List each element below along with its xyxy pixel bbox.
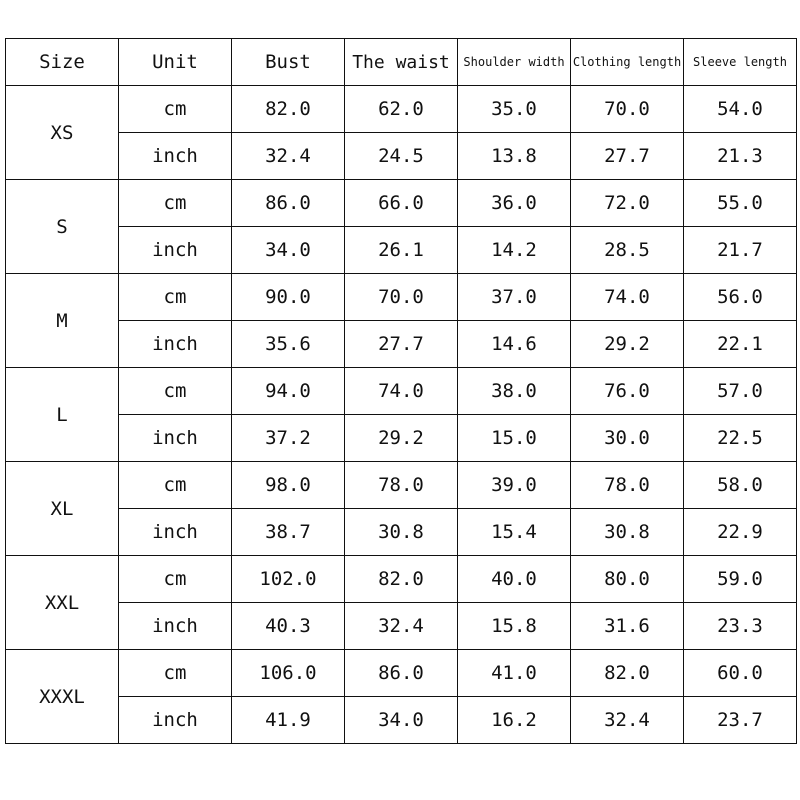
measurement-cell: 32.4 xyxy=(571,697,684,744)
table-row xyxy=(6,509,797,556)
unit-cell: cm xyxy=(119,86,232,133)
measurement-cell: 70.0 xyxy=(571,86,684,133)
measurement-cell: 62.0 xyxy=(345,86,458,133)
measurement-cell: 22.5 xyxy=(684,415,797,462)
measurement-cell: 60.0 xyxy=(684,650,797,697)
header-row xyxy=(6,39,797,86)
unit-cell: inch xyxy=(119,321,232,368)
header-size: Size xyxy=(6,39,119,86)
measurement-cell: 76.0 xyxy=(571,368,684,415)
measurement-cell: 16.2 xyxy=(458,697,571,744)
measurement-cell: 38.7 xyxy=(232,509,345,556)
measurement-cell: 24.5 xyxy=(345,133,458,180)
measurement-cell: 72.0 xyxy=(571,180,684,227)
measurement-cell: 32.4 xyxy=(232,133,345,180)
unit-cell: inch xyxy=(119,603,232,650)
measurement-cell: 59.0 xyxy=(684,556,797,603)
measurement-cell: 86.0 xyxy=(232,180,345,227)
measurement-cell: 74.0 xyxy=(345,368,458,415)
size-label: XXXL xyxy=(6,650,119,744)
measurement-cell: 78.0 xyxy=(345,462,458,509)
size-label: XL xyxy=(6,462,119,556)
measurement-cell: 15.0 xyxy=(458,415,571,462)
unit-cell: inch xyxy=(119,133,232,180)
measurement-cell: 86.0 xyxy=(345,650,458,697)
header-clothing-length: Clothing length xyxy=(571,39,684,86)
measurement-cell: 14.2 xyxy=(458,227,571,274)
unit-cell: inch xyxy=(119,227,232,274)
table-row xyxy=(6,697,797,744)
unit-cell: inch xyxy=(119,697,232,744)
measurement-cell: 30.0 xyxy=(571,415,684,462)
measurement-cell: 74.0 xyxy=(571,274,684,321)
measurement-cell: 29.2 xyxy=(345,415,458,462)
unit-cell: cm xyxy=(119,180,232,227)
measurement-cell: 23.7 xyxy=(684,697,797,744)
measurement-cell: 22.9 xyxy=(684,509,797,556)
measurement-cell: 94.0 xyxy=(232,368,345,415)
measurement-cell: 54.0 xyxy=(684,86,797,133)
measurement-cell: 70.0 xyxy=(345,274,458,321)
measurement-cell: 34.0 xyxy=(232,227,345,274)
header-bust: Bust xyxy=(232,39,345,86)
size-label: S xyxy=(6,180,119,274)
unit-cell: cm xyxy=(119,650,232,697)
measurement-cell: 82.0 xyxy=(571,650,684,697)
header-unit: Unit xyxy=(119,39,232,86)
measurement-cell: 21.3 xyxy=(684,133,797,180)
table-row xyxy=(6,274,797,321)
table-row xyxy=(6,227,797,274)
table-row xyxy=(6,462,797,509)
size-label: L xyxy=(6,368,119,462)
measurement-cell: 14.6 xyxy=(458,321,571,368)
measurement-cell: 15.4 xyxy=(458,509,571,556)
measurement-cell: 15.8 xyxy=(458,603,571,650)
unit-cell: cm xyxy=(119,274,232,321)
table-row xyxy=(6,133,797,180)
measurement-cell: 26.1 xyxy=(345,227,458,274)
measurement-cell: 21.7 xyxy=(684,227,797,274)
table-row xyxy=(6,556,797,603)
measurement-cell: 27.7 xyxy=(571,133,684,180)
measurement-cell: 41.0 xyxy=(458,650,571,697)
measurement-cell: 37.0 xyxy=(458,274,571,321)
unit-cell: cm xyxy=(119,462,232,509)
size-chart-table xyxy=(5,38,797,744)
measurement-cell: 82.0 xyxy=(345,556,458,603)
measurement-cell: 34.0 xyxy=(345,697,458,744)
measurement-cell: 39.0 xyxy=(458,462,571,509)
measurement-cell: 23.3 xyxy=(684,603,797,650)
size-label: M xyxy=(6,274,119,368)
measurement-cell: 31.6 xyxy=(571,603,684,650)
measurement-cell: 30.8 xyxy=(571,509,684,556)
table-row xyxy=(6,321,797,368)
measurement-cell: 32.4 xyxy=(345,603,458,650)
measurement-cell: 30.8 xyxy=(345,509,458,556)
unit-cell: cm xyxy=(119,556,232,603)
table-row xyxy=(6,368,797,415)
measurement-cell: 28.5 xyxy=(571,227,684,274)
measurement-cell: 27.7 xyxy=(345,321,458,368)
header-waist: The waist xyxy=(345,39,458,86)
measurement-cell: 102.0 xyxy=(232,556,345,603)
measurement-cell: 80.0 xyxy=(571,556,684,603)
measurement-cell: 90.0 xyxy=(232,274,345,321)
table-row xyxy=(6,603,797,650)
measurement-cell: 35.0 xyxy=(458,86,571,133)
measurement-cell: 66.0 xyxy=(345,180,458,227)
measurement-cell: 40.3 xyxy=(232,603,345,650)
measurement-cell: 106.0 xyxy=(232,650,345,697)
table-row xyxy=(6,180,797,227)
header-sleeve-length: Sleeve length xyxy=(684,39,797,86)
measurement-cell: 36.0 xyxy=(458,180,571,227)
measurement-cell: 13.8 xyxy=(458,133,571,180)
size-label: XXL xyxy=(6,556,119,650)
table-row xyxy=(6,415,797,462)
measurement-cell: 57.0 xyxy=(684,368,797,415)
table-row xyxy=(6,86,797,133)
measurement-cell: 56.0 xyxy=(684,274,797,321)
measurement-cell: 40.0 xyxy=(458,556,571,603)
measurement-cell: 55.0 xyxy=(684,180,797,227)
measurement-cell: 22.1 xyxy=(684,321,797,368)
measurement-cell: 78.0 xyxy=(571,462,684,509)
unit-cell: cm xyxy=(119,368,232,415)
table-row xyxy=(6,650,797,697)
measurement-cell: 37.2 xyxy=(232,415,345,462)
measurement-cell: 98.0 xyxy=(232,462,345,509)
header-shoulder-width: Shoulder width xyxy=(458,39,571,86)
unit-cell: inch xyxy=(119,509,232,556)
size-label: XS xyxy=(6,86,119,180)
unit-cell: inch xyxy=(119,415,232,462)
measurement-cell: 58.0 xyxy=(684,462,797,509)
measurement-cell: 38.0 xyxy=(458,368,571,415)
measurement-cell: 29.2 xyxy=(571,321,684,368)
measurement-cell: 41.9 xyxy=(232,697,345,744)
measurement-cell: 35.6 xyxy=(232,321,345,368)
measurement-cell: 82.0 xyxy=(232,86,345,133)
